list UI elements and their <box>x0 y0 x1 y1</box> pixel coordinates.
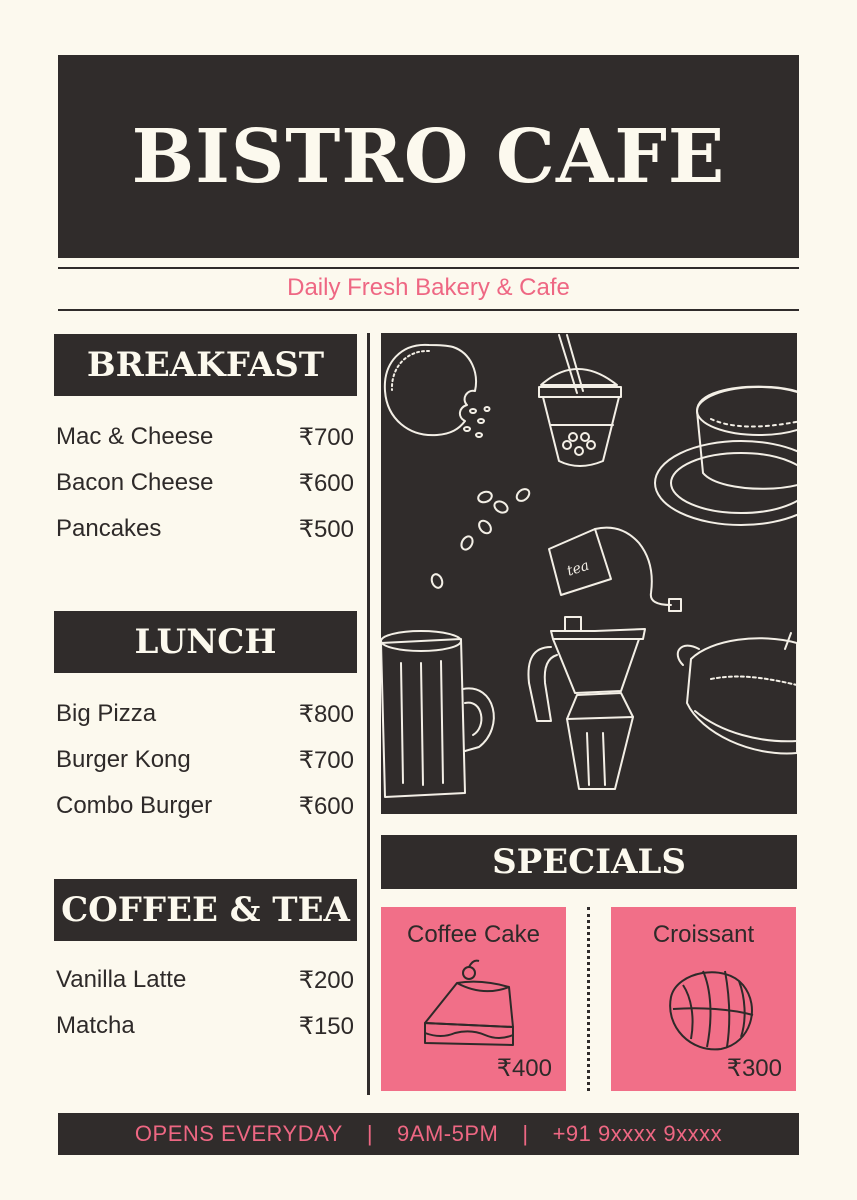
item-price: ₹200 <box>298 966 354 994</box>
breakfast-heading <box>54 334 357 396</box>
column-divider <box>367 333 370 1095</box>
special-name: Coffee Cake <box>407 921 540 948</box>
special-card-croissant <box>611 907 796 1091</box>
item-price: ₹500 <box>298 515 354 543</box>
tagline: Daily Fresh Bakery & Cafe <box>287 274 570 301</box>
item-name: Matcha <box>56 1012 135 1039</box>
item-name: Mac & Cheese <box>56 423 214 450</box>
item-price: ₹600 <box>298 469 354 497</box>
lunch-heading <box>54 611 357 673</box>
menu-item <box>56 737 354 783</box>
footer-bar <box>58 1113 799 1155</box>
cookie-icon <box>385 345 490 437</box>
breakfast-list <box>56 414 354 552</box>
lunch-title: LUNCH <box>134 622 277 662</box>
specials-dotted-divider <box>587 907 590 1091</box>
sandwich-icon <box>678 633 797 753</box>
menu-item <box>56 506 354 552</box>
cafe-illustration <box>381 333 797 814</box>
menu-item <box>56 460 354 506</box>
item-name: Vanilla Latte <box>56 966 187 993</box>
special-name: Croissant <box>652 921 755 948</box>
special-card-coffee-cake <box>381 907 566 1091</box>
item-price: ₹600 <box>298 792 354 820</box>
phone-number[interactable]: +91 9xxxx 9xxxx <box>552 1121 723 1146</box>
item-price: ₹150 <box>298 1012 354 1040</box>
lunch-list <box>56 691 354 829</box>
tea-tag-text: tea <box>565 557 592 580</box>
item-price: ₹800 <box>298 700 354 728</box>
coffee-tea-heading <box>54 879 357 941</box>
hours-label: OPENS EVERYDAY <box>134 1121 343 1146</box>
menu-item <box>56 1003 354 1049</box>
bubble-tea-icon <box>539 335 621 466</box>
footer-separator: | <box>522 1121 529 1146</box>
item-name: Big Pizza <box>56 700 157 727</box>
menu-item <box>56 414 354 460</box>
opening-hours: 9AM-5PM <box>397 1121 499 1146</box>
moka-pot-icon <box>528 617 645 789</box>
header-banner <box>58 55 799 258</box>
item-name: Pancakes <box>56 515 162 542</box>
breakfast-title: BREAKFAST <box>86 345 325 385</box>
item-name: Bacon Cheese <box>56 469 214 496</box>
menu-item <box>56 783 354 829</box>
coffee-beans-icon <box>430 487 532 590</box>
item-price: ₹700 <box>298 423 354 451</box>
footer-separator: | <box>366 1121 374 1146</box>
special-price: ₹300 <box>726 1055 782 1082</box>
item-price: ₹700 <box>298 746 354 774</box>
mug-icon <box>381 631 494 797</box>
menu-item <box>56 691 354 737</box>
item-name: Combo Burger <box>56 792 213 819</box>
item-name: Burger Kong <box>56 746 191 773</box>
tea-bag-icon <box>549 528 681 611</box>
specials-title: SPECIALS <box>492 842 686 882</box>
bottom-divider <box>58 309 799 311</box>
menu-item <box>56 957 354 1003</box>
coffee-tea-list <box>56 957 354 1049</box>
coffee-tea-title: COFFEE & TEA <box>61 890 350 930</box>
page-title: BISTRO CAFE <box>131 113 726 200</box>
specials-heading <box>381 835 797 889</box>
special-price: ₹400 <box>496 1055 552 1082</box>
croissant-icon <box>611 957 796 1053</box>
cake-slice-icon <box>381 957 566 1053</box>
coffee-cup-saucer-icon <box>655 387 797 525</box>
top-divider <box>58 267 799 269</box>
